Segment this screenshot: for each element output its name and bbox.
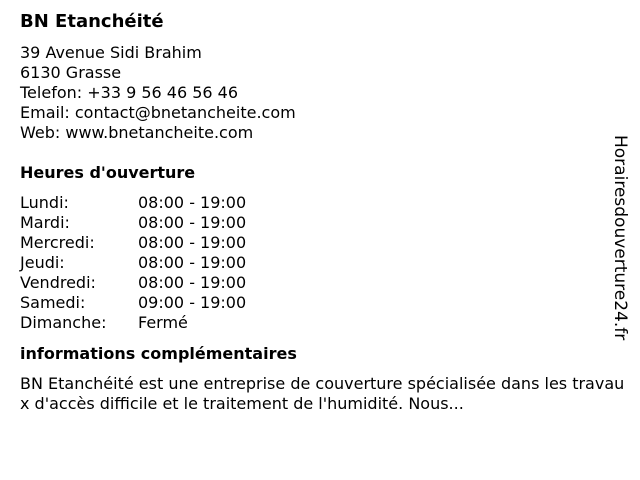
site-brand-vertical[interactable]: Horairesdouverture24.fr (610, 135, 630, 341)
business-card (20, 10, 625, 414)
email-line[interactable]: Email: contact@bnetancheite.com (20, 103, 296, 122)
hours-day: Jeudi: (20, 253, 65, 272)
hours-day: Vendredi: (20, 273, 96, 292)
hours-row-wednesday (20, 233, 620, 253)
address-city: 6130 Grasse (20, 63, 122, 82)
hours-row-tuesday (20, 213, 620, 233)
hours-time: Fermé (138, 313, 188, 332)
hours-time: 08:00 - 19:00 (138, 253, 247, 272)
additional-info-text: BN Etanchéité est une entreprise de couverture spécialisée dans les travaux d'accès difficile et le traitement de l'humidité. Nous... (20, 374, 625, 413)
hours-row-saturday (20, 293, 620, 313)
phone-line[interactable]: Telefon: +33 9 56 46 56 46 (20, 83, 239, 102)
hours-row-monday (20, 193, 620, 213)
hours-day: Mardi: (20, 213, 70, 232)
hours-time: 08:00 - 19:00 (138, 273, 247, 292)
hours-row-friday (20, 273, 620, 293)
hours-time: 08:00 - 19:00 (138, 193, 247, 212)
address-street: 39 Avenue Sidi Brahim (20, 43, 202, 62)
hours-time: 09:00 - 19:00 (138, 293, 247, 312)
hours-row-sunday (20, 313, 620, 333)
opening-hours-table (20, 193, 620, 333)
hours-day: Lundi: (20, 193, 69, 212)
hours-day: Samedi: (20, 293, 86, 312)
opening-hours-heading: Heures d'ouverture (20, 163, 196, 182)
hours-day: Dimanche: (20, 313, 107, 332)
hours-day: Mercredi: (20, 233, 95, 252)
hours-time: 08:00 - 19:00 (138, 233, 247, 252)
additional-info-heading: informations complémentaires (20, 344, 297, 363)
hours-time: 08:00 - 19:00 (138, 213, 247, 232)
hours-row-thursday (20, 253, 620, 273)
business-name: BN Etanchéité (20, 11, 164, 32)
website-line[interactable]: Web: www.bnetancheite.com (20, 123, 254, 142)
